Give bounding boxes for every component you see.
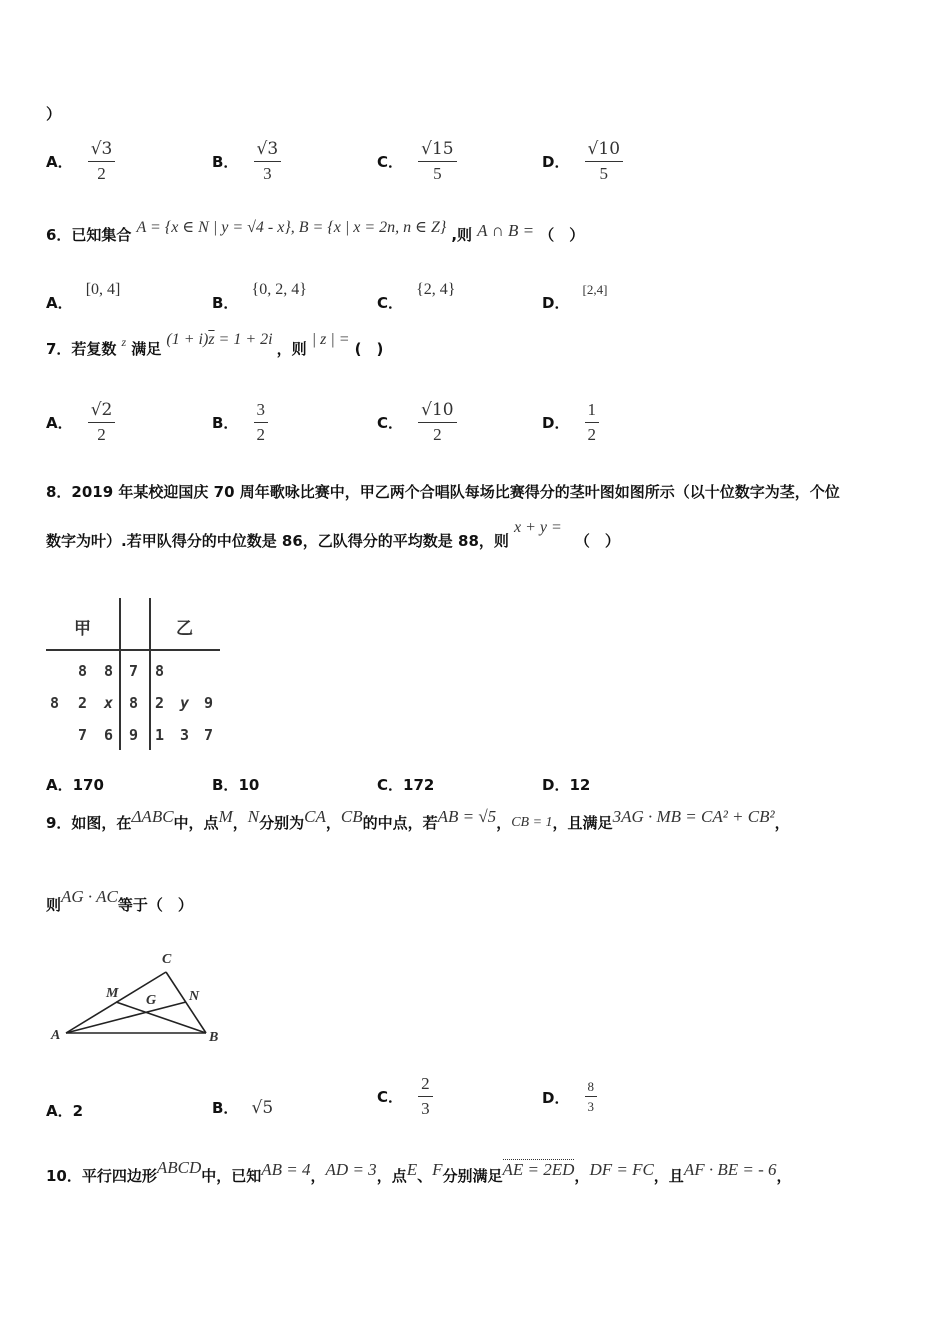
q9-line1	[46, 807, 790, 833]
label-m: M	[106, 986, 119, 1001]
q7-equation	[166, 331, 276, 348]
q10-abcd: ABCD	[156, 1158, 202, 1177]
q6-prefix: 6．已知集合	[46, 226, 132, 244]
option-value: 10	[238, 776, 260, 794]
option-value: 2	[72, 1102, 84, 1120]
option-label: C．	[377, 414, 404, 433]
q10-comma2: ，	[574, 1167, 590, 1185]
q7-expr: | z | =	[311, 331, 350, 348]
fraction	[254, 401, 269, 444]
q9-ask: AG · AC	[61, 887, 118, 906]
left-leaf: 2	[78, 694, 88, 712]
q9-comma2: ，	[325, 814, 341, 832]
q9-M: M	[218, 807, 233, 826]
q8-expr: x + y =	[514, 519, 562, 536]
denominator: 2	[97, 424, 106, 444]
q10-comma1: ，	[310, 1167, 326, 1185]
option-label: B．	[212, 153, 239, 172]
q9-line2-prefix: 则	[46, 896, 62, 914]
numerator: √10	[585, 140, 623, 162]
q9-p3: 分别为	[259, 814, 305, 832]
left-header: 甲	[74, 619, 91, 639]
numerator: √2	[88, 401, 116, 423]
stem-value: 9	[129, 726, 139, 744]
q9-p5: ，且满足	[552, 814, 613, 832]
numerator: √3	[88, 140, 116, 162]
option-value: [0, 4]	[85, 281, 121, 298]
q9-comma1: ，	[232, 814, 248, 832]
q7-eq-right: = 1 + 2i	[218, 331, 273, 348]
q9-N: N	[247, 807, 260, 826]
left-leaf: 6	[104, 726, 114, 744]
q8-option-b[interactable]	[212, 774, 259, 795]
q9-tri: ΔABC	[131, 807, 174, 826]
option-label: A．	[46, 414, 73, 433]
q9-CB: CB	[340, 807, 363, 826]
numerator: 2	[418, 1075, 433, 1097]
triangle-figure	[46, 950, 226, 1050]
left-leaf: 8	[104, 662, 114, 680]
q9-comma4: ，	[774, 814, 790, 832]
q9-option-c[interactable]	[377, 1075, 433, 1118]
option-value: {0, 2, 4}	[251, 281, 307, 298]
q8-paren: （ ）	[574, 532, 620, 550]
q10-ab: AB = 4	[261, 1160, 311, 1179]
q8-line2-text: 数字为叶）.若甲队得分的中位数是 86，乙队得分的平均数是 88，则	[46, 532, 509, 550]
q10-p2: 中，已知	[201, 1167, 262, 1185]
right-header: 乙	[176, 619, 193, 639]
q7-paren: ( )	[354, 340, 384, 358]
q9-p4: 的中点，若	[362, 814, 438, 832]
q10-p3: ，点	[376, 1167, 407, 1185]
q7-option-b[interactable]	[212, 401, 268, 444]
option-label: D．	[542, 153, 570, 172]
right-leaf: 2	[155, 694, 165, 712]
fraction	[585, 140, 623, 183]
option-label: B．	[212, 294, 239, 312]
option-label: C．	[377, 1088, 404, 1107]
q9-comma3: ，	[496, 814, 512, 832]
option-label: A．	[46, 1102, 73, 1120]
right-leaf: 9	[204, 694, 214, 712]
option-value: 172	[403, 776, 435, 794]
q10-ad: AD = 3	[325, 1160, 377, 1179]
q6-formula: A = {x ∈ N | y = √4 - x}, B = {x | x = 2n, n ∈ Z}	[136, 219, 447, 236]
q6-paren: （ ）	[539, 226, 585, 244]
stem-value: 8	[129, 694, 139, 712]
option-label: B．	[212, 1099, 239, 1117]
q10-F: F	[432, 1160, 443, 1179]
q9-CA: CA	[304, 807, 326, 826]
fraction	[418, 401, 456, 444]
q7-then: ，则	[276, 340, 307, 358]
option-label: D．	[542, 776, 570, 794]
q9-option-a[interactable]	[46, 1100, 83, 1121]
left-leaf: 7	[78, 726, 88, 744]
stem-leaf-plot	[46, 598, 222, 750]
q7-stem	[46, 331, 384, 359]
numerator: 8	[585, 1080, 598, 1097]
numerator: √10	[418, 401, 456, 423]
q6-option-d[interactable]	[542, 278, 608, 312]
q7-option-d[interactable]	[542, 401, 599, 444]
q8-option-d[interactable]	[542, 774, 590, 795]
q7-option-c[interactable]	[377, 401, 457, 444]
q10-ae: AE = 2ED	[502, 1160, 575, 1179]
q6-option-b[interactable]	[212, 278, 307, 312]
denominator: 2	[97, 163, 106, 183]
fraction	[88, 140, 116, 183]
q9-cond: 3AG · MB = CA² + CB²	[612, 807, 775, 826]
q6-option-c[interactable]	[377, 278, 456, 312]
q7-option-a[interactable]	[46, 401, 115, 444]
numerator: 1	[585, 401, 600, 423]
q9-option-b[interactable]	[212, 1097, 273, 1118]
option-label: D．	[542, 294, 570, 312]
option-label: C．	[377, 294, 404, 312]
denominator: 2	[256, 424, 266, 444]
q5-option-a[interactable]	[46, 140, 115, 183]
q8-line2	[46, 519, 620, 551]
label-b: B	[209, 1030, 219, 1045]
q6-stem	[46, 219, 585, 245]
option-value: 12	[569, 776, 591, 794]
q10-dot: AF · BE = - 6	[683, 1160, 777, 1179]
fraction	[88, 401, 116, 444]
right-leaf: 8	[155, 662, 165, 680]
label-c: C	[162, 952, 172, 967]
denominator: 5	[599, 163, 609, 183]
q9-option-d[interactable]	[542, 1080, 597, 1115]
left-leaf: 8	[50, 694, 60, 712]
option-label: B．	[212, 776, 239, 794]
option-label: B．	[212, 414, 239, 433]
q5-option-b[interactable]	[212, 140, 281, 183]
q9-ab: AB = √5	[437, 807, 497, 826]
q9-line2-suffix: 等于（ ）	[117, 896, 193, 914]
q9-p1: 9．如图，在	[46, 814, 132, 832]
stem-value: 7	[129, 662, 139, 680]
right-leaf: y	[180, 694, 190, 712]
numerator: 3	[254, 401, 269, 423]
right-leaf: 1	[155, 726, 165, 744]
q10-line1	[46, 1158, 792, 1186]
q9-cb: CB = 1	[511, 815, 553, 830]
q9-p2: 中，点	[173, 814, 219, 832]
q6-expr: A ∩ B =	[477, 221, 535, 240]
q5-option-d[interactable]	[542, 140, 623, 183]
q7-mid: 满足	[131, 340, 162, 358]
denominator: 3	[587, 1099, 595, 1115]
right-leaf: 3	[180, 726, 190, 744]
option-label: C．	[377, 776, 404, 794]
fraction	[418, 1075, 433, 1118]
numerator: √15	[418, 140, 456, 162]
q10-E: E	[406, 1160, 418, 1179]
q5-closing-paren: ）	[46, 105, 62, 123]
label-g: G	[146, 993, 157, 1008]
option-label: A．	[46, 153, 73, 172]
q5-option-c[interactable]	[377, 140, 457, 183]
fraction	[254, 140, 282, 183]
q8-option-a[interactable]	[46, 774, 104, 795]
denominator: 3	[421, 1098, 430, 1118]
option-label: D．	[542, 414, 570, 433]
label-a: A	[51, 1028, 61, 1043]
q10-df: DF = FC	[589, 1160, 654, 1179]
denominator: 2	[587, 424, 597, 444]
q6-option-a[interactable]	[46, 278, 121, 312]
fraction	[585, 1080, 598, 1115]
q10-comma3: ，	[776, 1167, 792, 1185]
fraction	[418, 140, 456, 183]
q10-sep: 、	[417, 1167, 433, 1185]
right-leaf: 7	[204, 726, 214, 744]
median-bm	[116, 1002, 206, 1033]
fraction	[585, 401, 600, 444]
median-an	[66, 1002, 186, 1033]
q7-eq-z: $\overline{z}$	[208, 331, 215, 348]
option-value: √5	[251, 1098, 274, 1118]
q7-prefix: 7．若复数	[46, 340, 117, 358]
denominator: 3	[263, 163, 272, 183]
q8-line1: 8．2019 年某校迎国庆 70 周年歌咏比赛中，甲乙两个合唱队每场比赛得分的茎叶图如图所示（以十位数字为茎，个位	[46, 483, 840, 501]
q7-var: z	[121, 335, 127, 349]
q7-eq-left: (1 + i)	[166, 331, 209, 348]
q6-mid: ,则	[451, 226, 473, 244]
left-leaf: x	[104, 694, 114, 712]
option-label: C．	[377, 153, 404, 172]
q9-line2	[46, 887, 193, 915]
option-label: A．	[46, 294, 73, 312]
option-value: 170	[72, 776, 104, 794]
denominator: 5	[433, 163, 442, 183]
label-n: N	[189, 989, 200, 1004]
q8-option-c[interactable]	[377, 774, 434, 795]
left-leaf: 8	[78, 662, 88, 680]
q10-p1: 10．平行四边形	[46, 1167, 157, 1185]
option-value: [2,4]	[582, 282, 608, 297]
q10-p4: 分别满足	[442, 1167, 503, 1185]
option-value: {2, 4}	[416, 281, 456, 298]
q10-p5: ，且	[653, 1167, 684, 1185]
denominator: 2	[433, 424, 442, 444]
option-label: A．	[46, 776, 73, 794]
option-label: D．	[542, 1088, 570, 1107]
numerator: √3	[254, 140, 282, 162]
